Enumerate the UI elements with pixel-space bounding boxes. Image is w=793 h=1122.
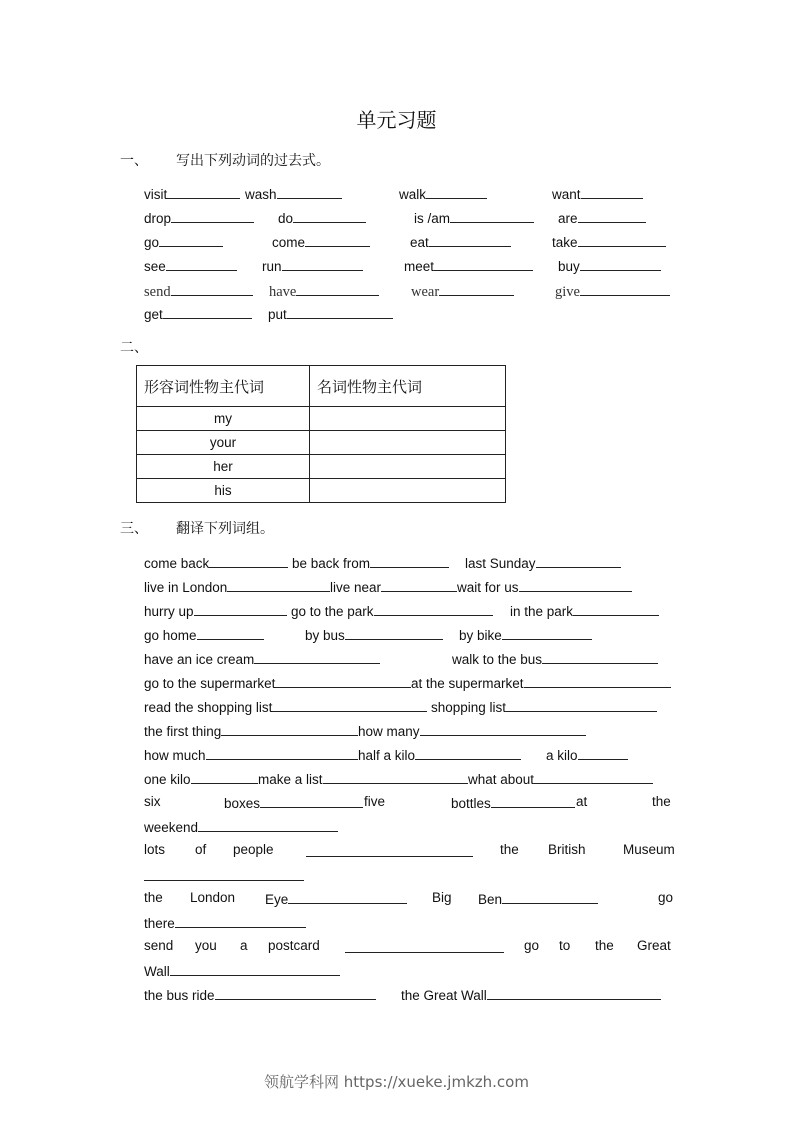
phrase-item bbox=[144, 746, 358, 764]
answer-blank[interactable] bbox=[144, 880, 304, 881]
phrase-item bbox=[457, 578, 632, 596]
table-row bbox=[137, 431, 506, 455]
answer-blank[interactable] bbox=[221, 722, 358, 736]
answer-blank[interactable] bbox=[166, 257, 237, 271]
verb-item bbox=[410, 233, 511, 251]
answer-blank[interactable] bbox=[578, 746, 628, 760]
phrase-item bbox=[144, 554, 288, 572]
verb-item bbox=[245, 185, 342, 203]
phrase-item bbox=[452, 650, 658, 668]
pronoun-table bbox=[136, 365, 506, 503]
verb-label: see bbox=[144, 259, 166, 274]
phrase-item bbox=[144, 674, 411, 692]
phrase-text: go to the supermarket bbox=[144, 676, 276, 691]
phrase-item bbox=[144, 770, 258, 788]
answer-blank[interactable] bbox=[374, 602, 493, 616]
verb-item bbox=[558, 209, 646, 227]
verb-label: wear bbox=[411, 284, 440, 300]
phrase-text: postcard bbox=[268, 938, 320, 953]
verb-label: visit bbox=[144, 187, 168, 202]
phrase-text: of bbox=[195, 842, 207, 857]
table-cell: my bbox=[137, 407, 310, 431]
table-header-adjective-possessive: 形容词性物主代词 bbox=[137, 366, 310, 407]
answer-blank[interactable] bbox=[580, 282, 670, 296]
phrase-word bbox=[144, 914, 306, 932]
phrase-text: wait for us bbox=[457, 580, 519, 595]
phrase-item bbox=[144, 650, 380, 668]
table-cell: your bbox=[137, 431, 310, 455]
phrase-text: the Great Wall bbox=[401, 988, 487, 1003]
footer-watermark: 领航学科网 https://xueke.jmkzh.com bbox=[264, 1073, 529, 1091]
answer-blank[interactable] bbox=[167, 185, 240, 199]
phrase-word bbox=[559, 938, 570, 954]
answer-blank[interactable] bbox=[163, 305, 252, 319]
answer-blank[interactable] bbox=[215, 986, 376, 1000]
phrase-text: boxes bbox=[224, 796, 261, 811]
phrase-text: last Sunday bbox=[465, 556, 536, 571]
answer-blank[interactable] bbox=[206, 746, 358, 760]
phrase-item bbox=[411, 674, 671, 692]
phrase-word bbox=[144, 938, 173, 954]
verb-label: do bbox=[278, 211, 294, 226]
phrase-word bbox=[576, 794, 587, 810]
answer-cell[interactable] bbox=[310, 479, 506, 503]
verb-item bbox=[558, 257, 661, 275]
phrase-item bbox=[305, 626, 443, 644]
answer-blank[interactable] bbox=[282, 257, 363, 271]
phrase-text: come back bbox=[144, 556, 210, 571]
phrase-word bbox=[595, 938, 614, 954]
phrase-text: go home bbox=[144, 628, 197, 643]
verb-label: send bbox=[144, 284, 171, 300]
phrase-item bbox=[144, 626, 264, 644]
answer-blank[interactable] bbox=[209, 554, 288, 568]
phrase-text: hurry up bbox=[144, 604, 194, 619]
verb-label: are bbox=[558, 211, 578, 226]
verb-item bbox=[272, 233, 370, 251]
answer-blank[interactable] bbox=[159, 233, 223, 247]
verb-label: eat bbox=[410, 235, 429, 250]
phrase-word bbox=[548, 842, 586, 858]
section-1-number: 一、 bbox=[120, 153, 148, 169]
phrase-text: lots bbox=[144, 842, 166, 857]
answer-blank[interactable] bbox=[345, 952, 504, 953]
answer-blank[interactable] bbox=[175, 914, 306, 928]
phrase-word bbox=[224, 794, 363, 812]
phrase-word bbox=[478, 890, 598, 908]
answer-blank[interactable] bbox=[254, 650, 380, 664]
phrase-text: at bbox=[576, 794, 588, 809]
answer-blank[interactable] bbox=[171, 282, 253, 296]
phrase-word bbox=[195, 842, 206, 858]
answer-blank[interactable] bbox=[194, 602, 287, 616]
phrase-word bbox=[524, 938, 539, 954]
page-title: 单元习题 bbox=[356, 108, 437, 132]
phrase-text: to bbox=[559, 938, 571, 953]
phrase-text: how many bbox=[358, 724, 420, 739]
answer-blank[interactable] bbox=[536, 554, 621, 568]
phrase-text: in the park bbox=[510, 604, 574, 619]
answer-blank[interactable] bbox=[434, 257, 533, 271]
section-3-heading: 翻译下列词组。 bbox=[176, 521, 274, 537]
phrase-item bbox=[358, 722, 586, 740]
phrase-item bbox=[292, 554, 449, 572]
phrase-text: live near bbox=[330, 580, 382, 595]
verb-label: walk bbox=[399, 187, 427, 202]
answer-blank[interactable] bbox=[487, 986, 661, 1000]
table-header-row bbox=[137, 366, 506, 407]
answer-blank[interactable] bbox=[429, 233, 511, 247]
answer-blank[interactable] bbox=[323, 770, 468, 784]
phrase-text: Museum bbox=[623, 842, 675, 857]
phrase-word bbox=[240, 938, 248, 954]
verb-item bbox=[144, 233, 223, 251]
phrase-text: six bbox=[144, 794, 161, 809]
phrase-text: London bbox=[190, 890, 236, 905]
answer-blank[interactable] bbox=[272, 698, 427, 712]
phrase-text: one kilo bbox=[144, 772, 191, 787]
phrase-item bbox=[465, 554, 621, 572]
answer-blank[interactable] bbox=[578, 233, 666, 247]
verb-label: come bbox=[272, 235, 306, 250]
verb-label: put bbox=[268, 307, 287, 322]
verb-label: meet bbox=[404, 259, 435, 274]
phrase-item bbox=[291, 602, 493, 620]
answer-blank[interactable] bbox=[198, 818, 338, 832]
verb-label: want bbox=[552, 187, 581, 202]
phrase-text: there bbox=[144, 916, 175, 931]
answer-blank[interactable] bbox=[534, 770, 653, 784]
verb-label: run bbox=[262, 259, 282, 274]
section-1-heading: 写出下列动词的过去式。 bbox=[176, 153, 330, 169]
answer-blank[interactable] bbox=[227, 578, 330, 592]
phrase-word bbox=[195, 938, 217, 954]
phrase-text: go to the park bbox=[291, 604, 374, 619]
verb-item bbox=[411, 282, 514, 300]
answer-blank[interactable] bbox=[542, 650, 658, 664]
phrase-item bbox=[258, 770, 468, 788]
answer-blank[interactable] bbox=[415, 746, 521, 760]
verb-item bbox=[269, 282, 379, 300]
phrase-word bbox=[144, 818, 338, 836]
answer-blank[interactable] bbox=[171, 209, 254, 223]
phrase-item bbox=[431, 698, 657, 716]
phrase-text: a kilo bbox=[546, 748, 578, 763]
phrase-text: make a list bbox=[258, 772, 323, 787]
verb-item bbox=[268, 305, 393, 323]
verb-item bbox=[404, 257, 533, 275]
answer-blank[interactable] bbox=[506, 698, 657, 712]
answer-blank[interactable] bbox=[502, 626, 592, 640]
answer-blank[interactable] bbox=[519, 578, 632, 592]
answer-blank[interactable] bbox=[287, 305, 393, 319]
phrase-text: the first thing bbox=[144, 724, 222, 739]
verb-item bbox=[552, 233, 666, 251]
answer-blank[interactable] bbox=[581, 185, 643, 199]
phrase-text: go bbox=[524, 938, 540, 953]
answer-blank[interactable] bbox=[197, 626, 264, 640]
verb-item bbox=[144, 305, 252, 323]
section-3-number: 三、 bbox=[120, 521, 148, 537]
phrase-item bbox=[144, 722, 358, 740]
phrase-word bbox=[144, 962, 340, 980]
phrase-text: the bbox=[500, 842, 519, 857]
phrase-text: Eye bbox=[265, 892, 289, 907]
answer-blank[interactable] bbox=[491, 794, 575, 808]
phrase-item bbox=[144, 986, 376, 1004]
phrase-text: send bbox=[144, 938, 174, 953]
verb-item bbox=[144, 257, 237, 275]
phrase-text: shopping list bbox=[431, 700, 507, 715]
phrase-text: the bbox=[652, 794, 671, 809]
phrase-item bbox=[144, 698, 427, 716]
answer-blank[interactable] bbox=[306, 856, 473, 857]
phrase-text: weekend bbox=[144, 820, 199, 835]
phrase-word bbox=[233, 842, 274, 858]
verb-item bbox=[144, 282, 253, 300]
answer-blank[interactable] bbox=[420, 722, 586, 736]
phrase-text: by bus bbox=[305, 628, 345, 643]
phrase-text: what about bbox=[468, 772, 535, 787]
answer-blank[interactable] bbox=[578, 209, 646, 223]
answer-blank[interactable] bbox=[288, 890, 407, 904]
answer-blank[interactable] bbox=[573, 602, 659, 616]
phrase-text: walk to the bus bbox=[452, 652, 543, 667]
answer-cell[interactable] bbox=[310, 455, 506, 479]
table-cell: his bbox=[137, 479, 310, 503]
answer-blank[interactable] bbox=[277, 185, 342, 199]
answer-blank[interactable] bbox=[370, 554, 449, 568]
phrase-item bbox=[401, 986, 661, 1004]
table-row bbox=[137, 455, 506, 479]
phrase-text: Ben bbox=[478, 892, 503, 907]
phrase-text: at the supermarket bbox=[411, 676, 524, 691]
answer-blank[interactable] bbox=[439, 282, 514, 296]
verb-item bbox=[555, 282, 670, 300]
phrase-text: the bbox=[144, 890, 163, 905]
phrase-word bbox=[623, 842, 675, 858]
phrase-text: the bbox=[595, 938, 614, 953]
phrase-text: go bbox=[658, 890, 674, 905]
verb-item bbox=[399, 185, 487, 203]
phrase-item bbox=[510, 602, 659, 620]
table-header-noun-possessive: 名词性物主代词 bbox=[310, 366, 506, 407]
verb-item bbox=[144, 209, 254, 227]
answer-blank[interactable] bbox=[275, 674, 411, 688]
phrase-text: live in London bbox=[144, 580, 228, 595]
verb-label: go bbox=[144, 235, 160, 250]
phrase-text: British bbox=[548, 842, 586, 857]
phrase-text: bottles bbox=[451, 796, 491, 811]
answer-blank[interactable] bbox=[381, 578, 457, 592]
answer-cell[interactable] bbox=[310, 407, 506, 431]
phrase-word bbox=[144, 794, 161, 810]
phrase-word bbox=[652, 794, 671, 810]
phrase-word bbox=[364, 794, 385, 810]
verb-item bbox=[414, 209, 534, 227]
phrase-text: Big bbox=[432, 890, 452, 905]
phrase-text: you bbox=[195, 938, 217, 953]
verb-label: drop bbox=[144, 211, 172, 226]
phrase-item bbox=[358, 746, 521, 764]
answer-blank[interactable] bbox=[345, 626, 443, 640]
answer-blank[interactable] bbox=[580, 257, 661, 271]
phrase-word bbox=[265, 890, 407, 908]
phrase-word bbox=[500, 842, 519, 858]
answer-blank[interactable] bbox=[502, 890, 598, 904]
phrase-text: people bbox=[233, 842, 274, 857]
phrase-text: half a kilo bbox=[358, 748, 416, 763]
phrase-word bbox=[637, 938, 671, 954]
answer-blank[interactable] bbox=[524, 674, 671, 688]
phrase-text: have an ice cream bbox=[144, 652, 255, 667]
phrase-text: Great bbox=[637, 938, 671, 953]
answer-blank[interactable] bbox=[293, 209, 366, 223]
table-row bbox=[137, 407, 506, 431]
phrase-word bbox=[268, 938, 320, 954]
phrase-item bbox=[144, 602, 287, 620]
verb-item bbox=[552, 185, 643, 203]
answer-blank[interactable] bbox=[296, 282, 379, 296]
phrase-word bbox=[190, 890, 235, 906]
phrase-item bbox=[468, 770, 653, 788]
phrase-word bbox=[144, 890, 163, 906]
verb-item bbox=[278, 209, 366, 227]
phrase-item bbox=[459, 626, 592, 644]
answer-blank[interactable] bbox=[260, 794, 363, 808]
phrase-text: be back from bbox=[292, 556, 371, 571]
phrase-text: five bbox=[364, 794, 386, 809]
verb-label: wash bbox=[245, 187, 277, 202]
verb-label: give bbox=[555, 284, 580, 300]
answer-blank[interactable] bbox=[305, 233, 370, 247]
phrase-text: a bbox=[240, 938, 248, 953]
phrase-item bbox=[330, 578, 457, 596]
section-2-number: 二、 bbox=[120, 340, 148, 356]
answer-blank[interactable] bbox=[426, 185, 487, 199]
phrase-word bbox=[451, 794, 575, 812]
phrase-text: Wall bbox=[144, 964, 170, 979]
table-cell: her bbox=[137, 455, 310, 479]
phrase-text: read the shopping list bbox=[144, 700, 273, 715]
answer-cell[interactable] bbox=[310, 431, 506, 455]
phrase-item bbox=[144, 578, 330, 596]
answer-blank[interactable] bbox=[191, 770, 258, 784]
table-row bbox=[137, 479, 506, 503]
phrase-text: the bus ride bbox=[144, 988, 215, 1003]
phrase-item bbox=[546, 746, 628, 764]
verb-item bbox=[262, 257, 363, 275]
verb-label: take bbox=[552, 235, 578, 250]
phrase-text: how much bbox=[144, 748, 206, 763]
verb-label: have bbox=[269, 284, 297, 300]
answer-blank[interactable] bbox=[450, 209, 534, 223]
phrase-text: by bike bbox=[459, 628, 502, 643]
verb-label: get bbox=[144, 307, 163, 322]
phrase-word bbox=[144, 842, 165, 858]
phrase-word bbox=[658, 890, 673, 906]
verb-label: buy bbox=[558, 259, 580, 274]
answer-blank[interactable] bbox=[170, 962, 340, 976]
phrase-word bbox=[432, 890, 452, 906]
verb-label: is /am bbox=[414, 211, 451, 226]
verb-item bbox=[144, 185, 240, 203]
